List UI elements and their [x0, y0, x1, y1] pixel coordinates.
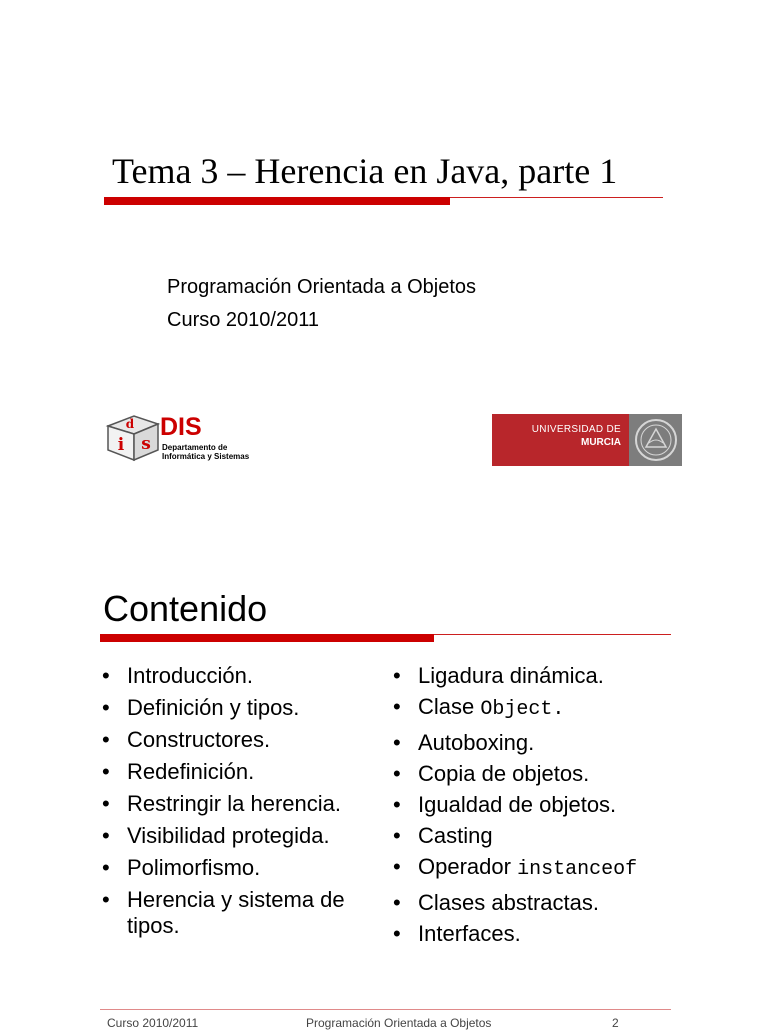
code-object: Object: [480, 698, 553, 721]
code-instanceof: instanceof: [517, 858, 638, 881]
dis-die-icon: [104, 412, 160, 464]
bullet-icon: •: [393, 921, 401, 946]
footer-subject: Programación Orientada a Objetos: [306, 1016, 492, 1030]
bullet-icon: •: [393, 663, 401, 688]
bullet-icon: •: [393, 694, 401, 719]
dis-abbr: DIS: [160, 413, 202, 441]
bullet-icon: •: [102, 791, 110, 816]
list-item: • Definición y tipos.: [102, 695, 300, 720]
bullet-icon: •: [102, 887, 110, 912]
list-item: • Ligadura dinámica.: [393, 663, 604, 688]
list-item: • Casting: [393, 823, 493, 848]
bullet-icon: •: [102, 695, 110, 720]
list-item: • Clases abstractas.: [393, 890, 599, 915]
bullet-icon: •: [393, 761, 401, 786]
bullet-icon: •: [393, 854, 401, 879]
course-name: Programación Orientada a Objetos: [167, 276, 477, 298]
um-logo-line1: UNIVERSIDAD DE: [531, 424, 621, 435]
list-item: • Herencia y sistema de tipos.: [102, 887, 345, 938]
die-letter-d: d: [125, 417, 135, 431]
bullet-icon: •: [393, 792, 401, 817]
um-seal-icon: [633, 417, 679, 463]
contents-list-right: [393, 663, 683, 947]
list-item: • Copia de objetos.: [393, 761, 590, 786]
bullet-icon: •: [102, 663, 110, 688]
list-item: • Polimorfismo.: [102, 855, 261, 880]
bullet-icon: •: [393, 730, 401, 755]
list-item: • Introducción.: [102, 663, 253, 688]
dis-dept-line2: Informática y Sistemas: [162, 452, 250, 461]
bullet-icon: •: [393, 890, 401, 915]
die-letter-i: i: [117, 435, 125, 455]
list-item: • Redefinición.: [102, 759, 255, 784]
bullet-icon: •: [102, 727, 110, 752]
slide1-title: Tema 3 – Herencia en Java, parte 1: [112, 151, 618, 191]
list-item: • Autoboxing.: [393, 730, 535, 755]
contents-list-left: [102, 663, 372, 939]
title-rule-thick: [104, 197, 450, 205]
list-item: • Constructores.: [102, 727, 271, 752]
contents-rule-thick: [100, 634, 434, 642]
bullet-icon: •: [102, 759, 110, 784]
footer-page-number: 2: [612, 1016, 619, 1030]
list-item: • Restringir la herencia.: [102, 791, 341, 816]
contents-title: Contenido: [103, 588, 268, 629]
die-letter-s: s: [141, 434, 151, 454]
list-item: • Interfaces.: [393, 921, 521, 946]
list-item: • Clase Object.: [393, 694, 565, 721]
bullet-icon: •: [393, 823, 401, 848]
footer-rule: [100, 1009, 671, 1010]
um-logo-line2: MURCIA: [581, 437, 621, 448]
dis-logo: [104, 412, 254, 464]
course-year: Curso 2010/2011: [167, 309, 319, 331]
dis-dept-line1: Departamento de: [162, 443, 228, 452]
list-item: • Operador instanceof: [393, 854, 638, 881]
bullet-icon: •: [102, 855, 110, 880]
list-item: • Igualdad de objetos.: [393, 792, 617, 817]
list-item: • Visibilidad protegida.: [102, 823, 330, 848]
bullet-icon: •: [102, 823, 110, 848]
footer-course: Curso 2010/2011: [107, 1016, 199, 1030]
um-logo: [492, 414, 682, 466]
